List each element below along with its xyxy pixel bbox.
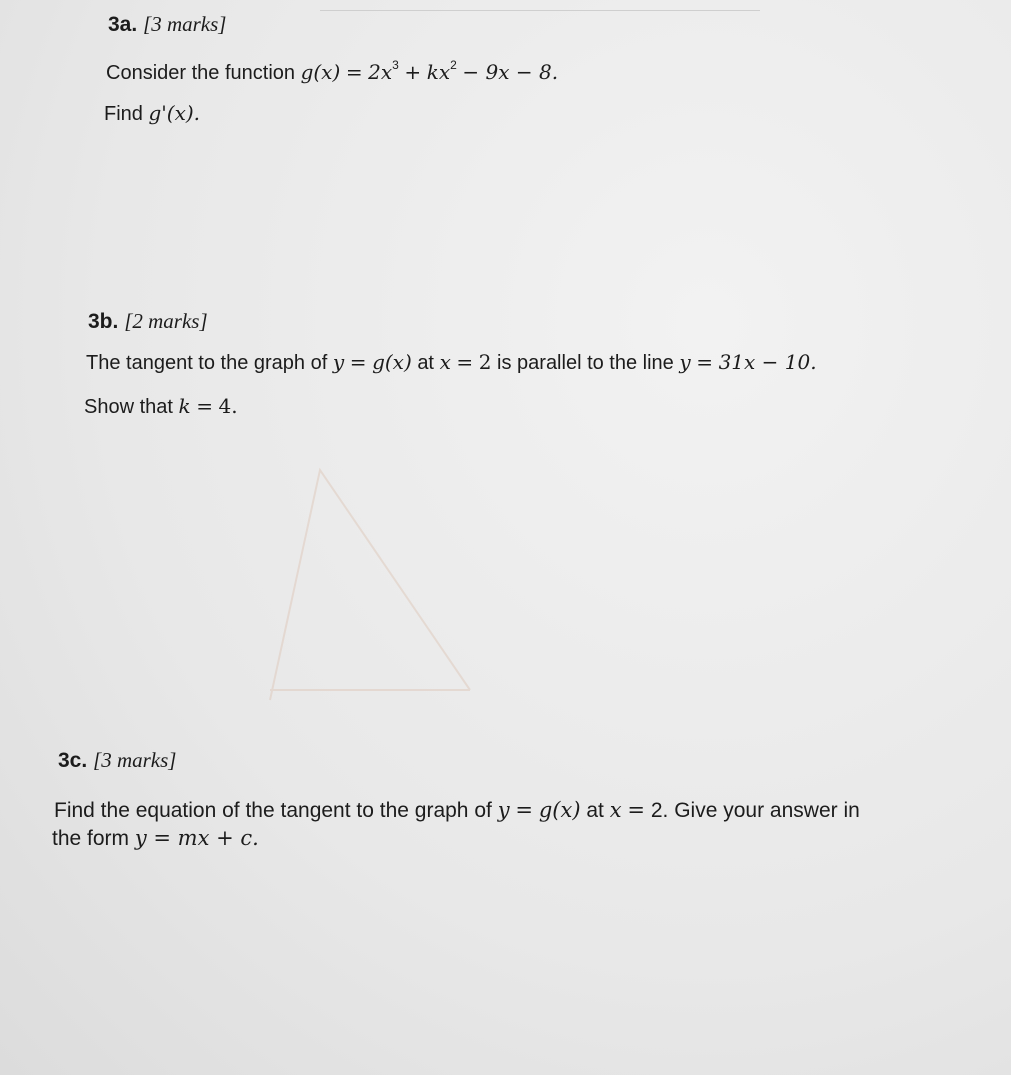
question-3b-heading (88, 309, 208, 334)
exponent-2: 2 (450, 58, 457, 72)
question-3a-task (104, 101, 200, 126)
at-text: at (586, 799, 604, 822)
term-2x: 2x (368, 60, 393, 84)
question-3a-heading (108, 12, 226, 37)
consider-text: Consider the function (106, 62, 296, 84)
x-var: x (609, 798, 622, 822)
marks-label: [3 marks] (93, 748, 177, 772)
exponent-3: 3 (392, 58, 399, 72)
question-3a-function (106, 58, 558, 85)
equals-sign: = (345, 60, 363, 84)
k-var: k (178, 394, 191, 418)
question-3c-heading (58, 748, 176, 773)
question-number: 3a. (108, 13, 138, 36)
x-var: x (439, 350, 451, 374)
equals-sign: = (515, 798, 534, 822)
equals-sign: = (456, 350, 474, 374)
y-var: y (679, 350, 691, 374)
form-text: the form (52, 827, 130, 850)
tangent-text: The tangent to the graph of (86, 352, 328, 374)
y-var: y (332, 350, 345, 374)
question-3c-form (52, 826, 259, 851)
term-kx: kx (426, 60, 451, 84)
k-value: 4. (218, 394, 238, 418)
question-number: 3c. (58, 749, 88, 772)
question-3c-statement (54, 798, 860, 823)
form-expression: y = mx + c. (134, 826, 259, 850)
equals-sign: = (696, 350, 714, 374)
equals-sign: = (627, 798, 646, 822)
y-var: y (497, 798, 510, 822)
top-rule (320, 10, 760, 11)
at-text: at (417, 352, 434, 374)
x-value: 2 (478, 350, 492, 374)
marks-label: [2 marks] (124, 309, 208, 333)
g-of-x: g(x) (300, 60, 341, 84)
plus-sign: + (404, 60, 422, 84)
remaining-terms: − 9x − 8. (462, 60, 559, 84)
question-number: 3b. (88, 310, 119, 333)
question-3b-task (84, 394, 238, 419)
g-of-x: g(x) (538, 798, 581, 822)
show-text: Show that (84, 396, 173, 418)
g-of-x: g(x) (372, 350, 412, 374)
find-text: Find (104, 103, 143, 125)
g-prime-of-x: g'(x). (148, 101, 201, 125)
equals-sign: = (349, 350, 367, 374)
show-through-triangle (260, 450, 500, 710)
equals-sign: = (196, 394, 213, 418)
parallel-text: is parallel to the line (497, 352, 674, 374)
marks-label: [3 marks] (143, 12, 227, 36)
line-expression: 31x − 10. (718, 350, 817, 374)
find-equation-text: Find the equation of the tangent to the graph of (54, 799, 492, 822)
question-3b-statement (86, 350, 817, 375)
answer-instruction: 2. Give your answer in (650, 799, 860, 822)
